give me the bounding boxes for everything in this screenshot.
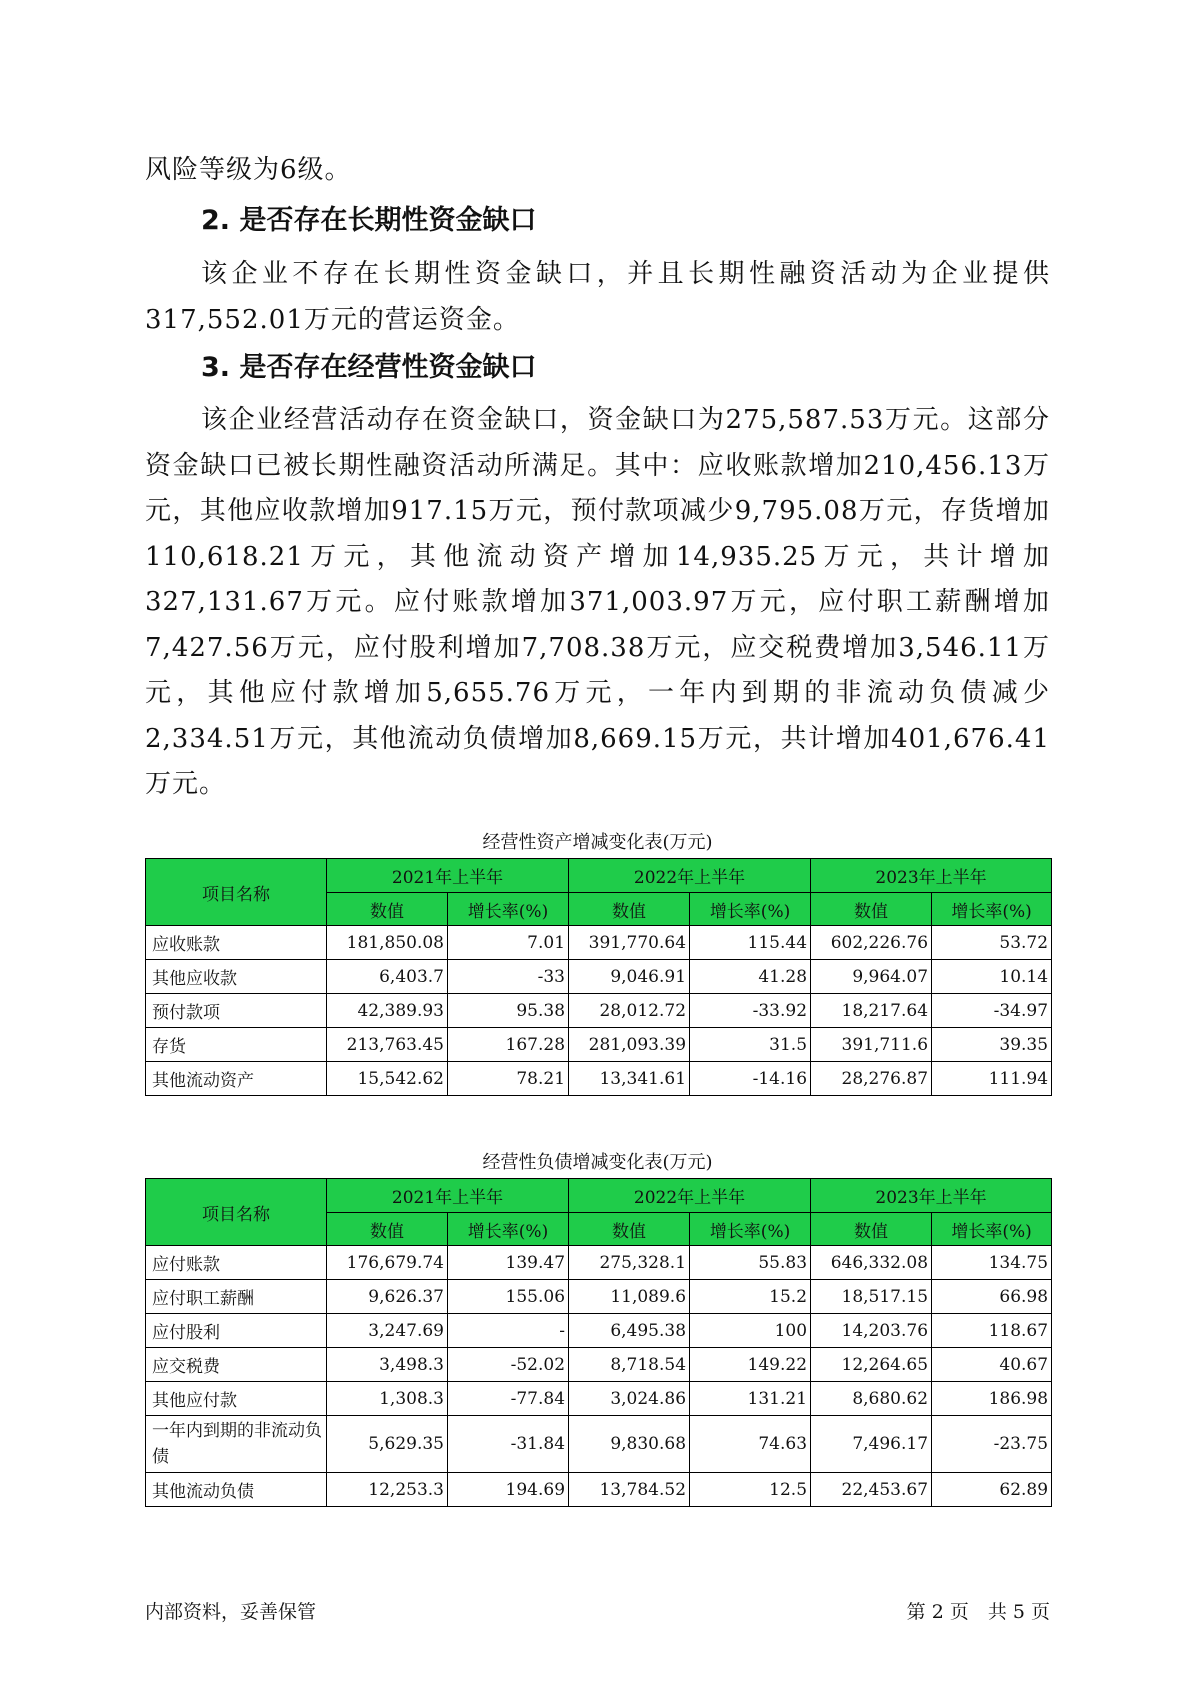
cell-value: 1,308.3 bbox=[327, 1382, 448, 1416]
cell-growth: - bbox=[448, 1314, 569, 1348]
cell-value: 9,964.07 bbox=[811, 960, 932, 994]
cell-value: 391,770.64 bbox=[569, 926, 690, 960]
header-period-2022: 2022年上半年 bbox=[569, 859, 811, 893]
cell-value: 9,046.91 bbox=[569, 960, 690, 994]
row-name: 其他流动负债 bbox=[146, 1473, 327, 1507]
table-row bbox=[146, 1416, 1052, 1473]
cell-growth: 167.28 bbox=[448, 1028, 569, 1062]
cell-growth: 62.89 bbox=[932, 1473, 1052, 1507]
heading-long-term-gap: 2. 是否存在长期性资金缺口 bbox=[201, 205, 537, 236]
row-name: 应付账款 bbox=[146, 1246, 327, 1280]
liabilities-table-caption: 经营性负债增减变化表(万元) bbox=[482, 1152, 713, 1173]
cell-growth: 111.94 bbox=[932, 1062, 1052, 1096]
heading-operating-gap: 3. 是否存在经营性资金缺口 bbox=[201, 352, 537, 383]
cell-growth: 55.83 bbox=[690, 1246, 811, 1280]
cell-value: 602,226.76 bbox=[811, 926, 932, 960]
cell-growth: -34.97 bbox=[932, 994, 1052, 1028]
cell-value: 275,328.1 bbox=[569, 1246, 690, 1280]
header-value: 数值 bbox=[327, 893, 448, 926]
paragraph-long-term-gap: 该企业不存在长期性资金缺口，并且长期性融资活动为企业提供317,552.01万元的营运资金。 bbox=[145, 259, 1050, 335]
cell-value: 9,830.68 bbox=[569, 1416, 690, 1473]
table-row bbox=[146, 926, 1052, 960]
header-growth: 增长率(%) bbox=[448, 893, 569, 926]
cell-growth: 149.22 bbox=[690, 1348, 811, 1382]
table-row bbox=[146, 1348, 1052, 1382]
cell-growth: -52.02 bbox=[448, 1348, 569, 1382]
header-growth: 增长率(%) bbox=[932, 1213, 1052, 1246]
cell-growth: 155.06 bbox=[448, 1280, 569, 1314]
header-period-2022: 2022年上半年 bbox=[569, 1179, 811, 1213]
header-value: 数值 bbox=[569, 1213, 690, 1246]
paragraph-operating-gap: 该企业经营活动存在资金缺口，资金缺口为275,587.53万元。这部分资金缺口已被长期性融资活动所满足。其中：应收账款增加210,456.13万元，其他应收款增加917.15万元，预付款项减少9,795.08万元，存货增加110,618.21万元，其他流动资产增加14,935.25万元，共计增加327,131.67万元。应付账款增加371,003.97万元，应付职工薪酬增加7,427.56万元，应付股利增加7,708.38万元，应交税费增加3,546.11万元，其他应付款增加5,655.76万元，一年内到期的非流动负债减少2,334.51万元，其他流动负债增加8,669.15万元，共计增加401,676.41万元。 bbox=[145, 405, 1050, 799]
header-item-name: 项目名称 bbox=[146, 1179, 327, 1246]
cell-value: 13,341.61 bbox=[569, 1062, 690, 1096]
table-row bbox=[146, 1280, 1052, 1314]
cell-value: 391,711.6 bbox=[811, 1028, 932, 1062]
cell-growth: 10.14 bbox=[932, 960, 1052, 994]
cell-growth: -33 bbox=[448, 960, 569, 994]
cell-value: 213,763.45 bbox=[327, 1028, 448, 1062]
table-row bbox=[146, 1314, 1052, 1348]
cell-value: 281,093.39 bbox=[569, 1028, 690, 1062]
cell-value: 12,253.3 bbox=[327, 1473, 448, 1507]
cell-value: 8,680.62 bbox=[811, 1382, 932, 1416]
table-row bbox=[146, 994, 1052, 1028]
row-name: 其他流动资产 bbox=[146, 1062, 327, 1096]
cell-growth: -31.84 bbox=[448, 1416, 569, 1473]
footer-page-number: 第 2 页 共 5 页 bbox=[906, 1601, 1050, 1623]
cell-growth: 15.2 bbox=[690, 1280, 811, 1314]
row-name: 其他应收款 bbox=[146, 960, 327, 994]
row-name: 一年内到期的非流动负债 bbox=[146, 1416, 327, 1473]
header-value: 数值 bbox=[811, 893, 932, 926]
cell-value: 3,498.3 bbox=[327, 1348, 448, 1382]
cell-value: 12,264.65 bbox=[811, 1348, 932, 1382]
cell-growth: 139.47 bbox=[448, 1246, 569, 1280]
footer-confidential-note: 内部资料，妥善保管 bbox=[145, 1601, 317, 1623]
cell-value: 28,012.72 bbox=[569, 994, 690, 1028]
cell-growth: 186.98 bbox=[932, 1382, 1052, 1416]
assets-table-caption: 经营性资产增减变化表(万元) bbox=[482, 832, 713, 853]
cell-growth: -14.16 bbox=[690, 1062, 811, 1096]
cell-value: 11,089.6 bbox=[569, 1280, 690, 1314]
header-value: 数值 bbox=[327, 1213, 448, 1246]
header-growth: 增长率(%) bbox=[690, 893, 811, 926]
row-name: 应收账款 bbox=[146, 926, 327, 960]
row-name: 其他应付款 bbox=[146, 1382, 327, 1416]
row-name: 存货 bbox=[146, 1028, 327, 1062]
cell-value: 22,453.67 bbox=[811, 1473, 932, 1507]
table-row bbox=[146, 960, 1052, 994]
cell-value: 18,517.15 bbox=[811, 1280, 932, 1314]
cell-growth: 131.21 bbox=[690, 1382, 811, 1416]
cell-value: 13,784.52 bbox=[569, 1473, 690, 1507]
header-value: 数值 bbox=[811, 1213, 932, 1246]
cell-growth: 31.5 bbox=[690, 1028, 811, 1062]
cell-growth: -23.75 bbox=[932, 1416, 1052, 1473]
cell-value: 14,203.76 bbox=[811, 1314, 932, 1348]
cell-value: 181,850.08 bbox=[327, 926, 448, 960]
table-row bbox=[146, 1382, 1052, 1416]
cell-growth: 66.98 bbox=[932, 1280, 1052, 1314]
cell-value: 6,403.7 bbox=[327, 960, 448, 994]
cell-growth: -77.84 bbox=[448, 1382, 569, 1416]
cell-value: 3,247.69 bbox=[327, 1314, 448, 1348]
header-value: 数值 bbox=[569, 893, 690, 926]
cell-value: 8,718.54 bbox=[569, 1348, 690, 1382]
cell-value: 9,626.37 bbox=[327, 1280, 448, 1314]
cell-growth: 115.44 bbox=[690, 926, 811, 960]
row-name: 应交税费 bbox=[146, 1348, 327, 1382]
header-period-2021: 2021年上半年 bbox=[327, 859, 569, 893]
header-period-2021: 2021年上半年 bbox=[327, 1179, 569, 1213]
cell-growth: 74.63 bbox=[690, 1416, 811, 1473]
cell-growth: 40.67 bbox=[932, 1348, 1052, 1382]
liabilities-table bbox=[145, 1178, 1052, 1507]
cell-value: 3,024.86 bbox=[569, 1382, 690, 1416]
header-growth: 增长率(%) bbox=[932, 893, 1052, 926]
table-row bbox=[146, 1246, 1052, 1280]
cell-growth: -33.92 bbox=[690, 994, 811, 1028]
cell-value: 7,496.17 bbox=[811, 1416, 932, 1473]
cell-value: 6,495.38 bbox=[569, 1314, 690, 1348]
row-name: 预付款项 bbox=[146, 994, 327, 1028]
cell-growth: 78.21 bbox=[448, 1062, 569, 1096]
cell-value: 18,217.64 bbox=[811, 994, 932, 1028]
header-growth: 增长率(%) bbox=[690, 1213, 811, 1246]
cell-growth: 53.72 bbox=[932, 926, 1052, 960]
table-row bbox=[146, 1028, 1052, 1062]
cell-value: 15,542.62 bbox=[327, 1062, 448, 1096]
cell-value: 42,389.93 bbox=[327, 994, 448, 1028]
cell-growth: 7.01 bbox=[448, 926, 569, 960]
cell-growth: 134.75 bbox=[932, 1246, 1052, 1280]
cell-growth: 95.38 bbox=[448, 994, 569, 1028]
cell-growth: 100 bbox=[690, 1314, 811, 1348]
row-name: 应付股利 bbox=[146, 1314, 327, 1348]
cell-growth: 12.5 bbox=[690, 1473, 811, 1507]
paragraph-risk-level: 风险等级为6级。 bbox=[145, 155, 352, 185]
table-row bbox=[146, 1062, 1052, 1096]
cell-growth: 194.69 bbox=[448, 1473, 569, 1507]
cell-growth: 118.67 bbox=[932, 1314, 1052, 1348]
table-row bbox=[146, 1473, 1052, 1507]
header-period-2023: 2023年上半年 bbox=[811, 1179, 1052, 1213]
header-item-name: 项目名称 bbox=[146, 859, 327, 926]
assets-table bbox=[145, 858, 1052, 1096]
row-name: 应付职工薪酬 bbox=[146, 1280, 327, 1314]
cell-value: 5,629.35 bbox=[327, 1416, 448, 1473]
cell-value: 646,332.08 bbox=[811, 1246, 932, 1280]
cell-growth: 41.28 bbox=[690, 960, 811, 994]
header-growth: 增长率(%) bbox=[448, 1213, 569, 1246]
cell-value: 176,679.74 bbox=[327, 1246, 448, 1280]
cell-value: 28,276.87 bbox=[811, 1062, 932, 1096]
cell-growth: 39.35 bbox=[932, 1028, 1052, 1062]
header-period-2023: 2023年上半年 bbox=[811, 859, 1052, 893]
